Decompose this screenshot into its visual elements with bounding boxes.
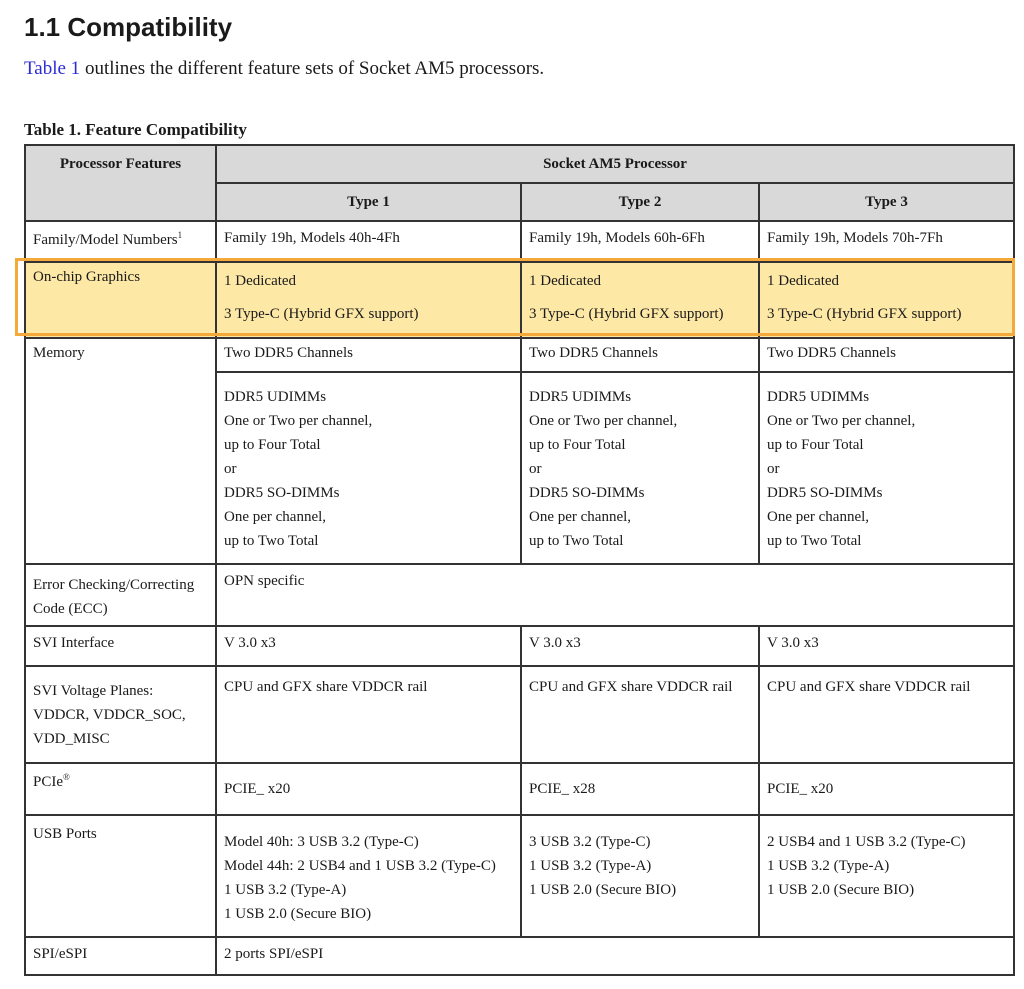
usb-type-1: Model 40h: 3 USB 3.2 (Type-C) Model 44h: 2 USB4 and 1 USB 3.2 (Type-C) 1 USB 3.2 (Type-A) 1 USB 2.0 (Secure BIO) xyxy=(216,815,521,937)
pcie-type-2: PCIE_ x28 xyxy=(521,763,759,815)
memory-channels-type-1: Two DDR5 Channels xyxy=(216,338,521,372)
row-label-usb: USB Ports xyxy=(25,815,216,937)
header-type-1: Type 1 xyxy=(216,183,521,221)
pcie-type-3: PCIE_ x20 xyxy=(759,763,1014,815)
graphics-type-2: 1 Dedicated 3 Type-C (Hybrid GFX support) xyxy=(521,262,759,338)
table-caption: Table 1. Feature Compatibility xyxy=(24,120,247,139)
planes-type-3: CPU and GFX share VDDCR rail xyxy=(759,666,1014,763)
memory-dimms-type-2: DDR5 UDIMMs One or Two per channel, up to Four Total or DDR5 SO-DIMMs One per channel, up to Two Total xyxy=(521,372,759,564)
header-socket-am5: Socket AM5 Processor xyxy=(216,145,1014,183)
table-row xyxy=(25,666,1014,763)
planes-type-2: CPU and GFX share VDDCR rail xyxy=(521,666,759,763)
family-type-2: Family 19h, Models 60h-6Fh xyxy=(521,221,759,262)
memory-dimms-type-3: DDR5 UDIMMs One or Two per channel, up to Four Total or DDR5 SO-DIMMs One per channel, up to Two Total xyxy=(759,372,1014,564)
spi-value: 2 ports SPI/eSPI xyxy=(216,937,1014,975)
graphics-type-3: 1 Dedicated 3 Type-C (Hybrid GFX support) xyxy=(759,262,1014,338)
row-label-family: Family/Model Numbers$^1$ xyxy=(25,221,216,262)
header-type-2: Type 2 xyxy=(521,183,759,221)
usb-type-3: 2 USB4 and 1 USB 3.2 (Type-C) 1 USB 3.2 (Type-A) 1 USB 2.0 (Secure BIO) xyxy=(759,815,1014,937)
table-row xyxy=(25,338,1014,372)
table-row xyxy=(25,937,1014,975)
table-row xyxy=(25,564,1014,626)
svi-type-3: V 3.0 x3 xyxy=(759,626,1014,666)
table-row xyxy=(25,815,1014,937)
table-row xyxy=(25,763,1014,815)
pcie-type-1: PCIE_ x20 xyxy=(216,763,521,815)
intro-text: outlines the different feature sets of Socket AM5 processors. xyxy=(80,58,545,79)
svi-type-1: V 3.0 x3 xyxy=(216,626,521,666)
ecc-value: OPN specific xyxy=(216,564,1014,626)
memory-dimms-type-1: DDR5 UDIMMs One or Two per channel, up to Four Total or DDR5 SO-DIMMs One per channel, up to Two Total xyxy=(216,372,521,564)
feature-table xyxy=(24,144,1015,976)
usb-type-2: 3 USB 3.2 (Type-C) 1 USB 3.2 (Type-A) 1 USB 2.0 (Secure BIO) xyxy=(521,815,759,937)
header-processor-features: Processor Features xyxy=(25,145,216,221)
table-row-graphics xyxy=(25,262,1014,338)
row-label-spi: SPI/eSPI xyxy=(25,937,216,975)
svi-type-2: V 3.0 x3 xyxy=(521,626,759,666)
intro-paragraph xyxy=(24,58,544,80)
row-label-svi: SVI Interface xyxy=(25,626,216,666)
row-label-ecc: Error Checking/Correcting Code (ECC) xyxy=(25,564,216,626)
table-reference-link[interactable]: Table 1 xyxy=(24,58,81,79)
row-label-graphics: On-chip Graphics xyxy=(25,262,216,338)
graphics-type-1: 1 Dedicated 3 Type-C (Hybrid GFX support) xyxy=(216,262,521,338)
row-label-pcie: PCIe® xyxy=(25,763,216,815)
family-type-3: Family 19h, Models 70h-7Fh xyxy=(759,221,1014,262)
table-row xyxy=(25,221,1014,262)
memory-channels-type-3: Two DDR5 Channels xyxy=(759,338,1014,372)
row-label-memory: Memory xyxy=(25,338,216,564)
planes-type-1: CPU and GFX share VDDCR rail xyxy=(216,666,521,763)
family-type-1: Family 19h, Models 40h-4Fh xyxy=(216,221,521,262)
header-type-3: Type 3 xyxy=(759,183,1014,221)
table-row xyxy=(25,626,1014,666)
memory-channels-type-2: Two DDR5 Channels xyxy=(521,338,759,372)
section-heading: 1.1 Compatibility xyxy=(24,12,233,42)
row-label-voltage-planes: SVI Voltage Planes: VDDCR, VDDCR_SOC, VDD_MISC xyxy=(25,666,216,763)
